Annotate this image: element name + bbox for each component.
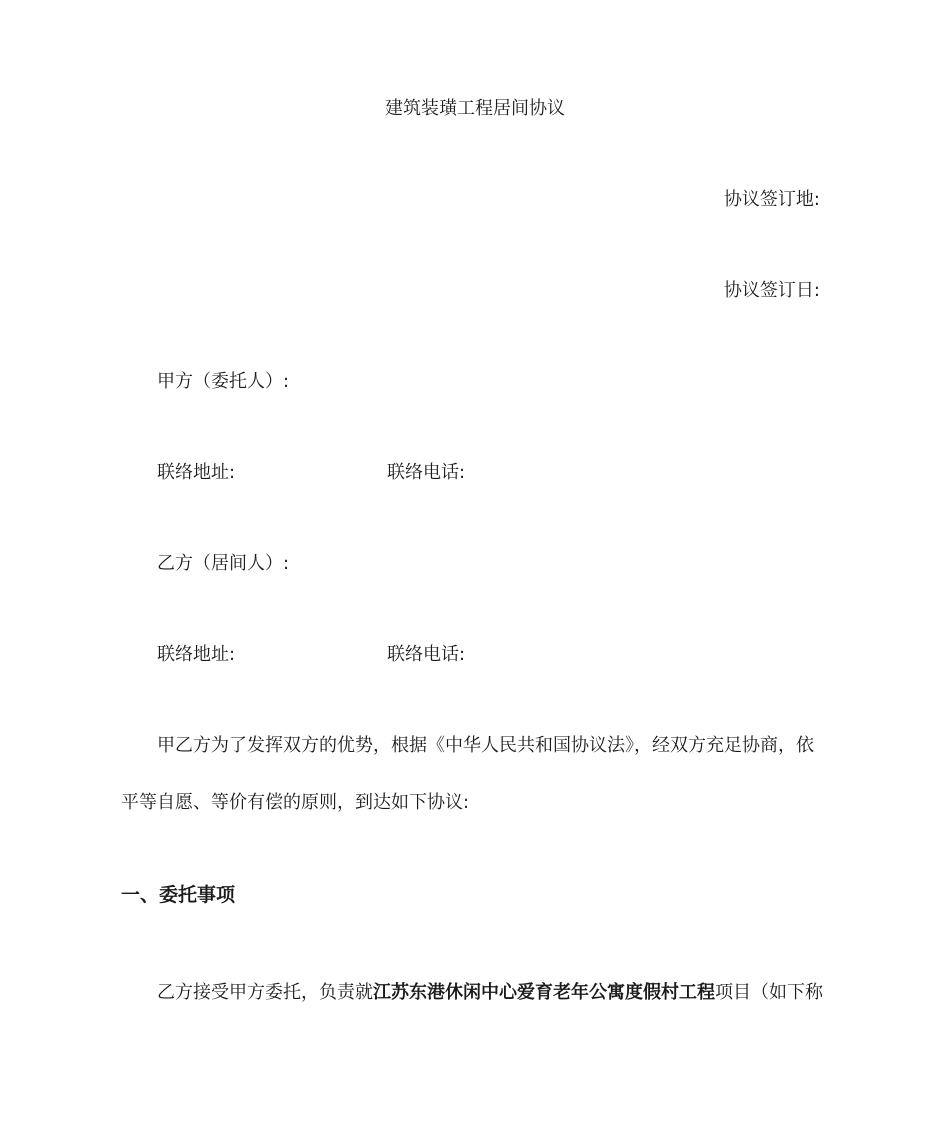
section-1-project-name: 江苏东港休闲中心爱育老年公寓度假村工程 xyxy=(373,982,715,1003)
sign-place-label: 协议签订地: xyxy=(723,189,820,210)
document-title: 建筑装璜工程居间协议 xyxy=(385,98,565,119)
preamble-line-2: 平等自愿、等价有偿的原则，到达如下协议: xyxy=(121,792,470,813)
party-a-label: 甲方（委托人）: xyxy=(157,371,290,392)
sign-date-label: 协议签订日: xyxy=(723,280,820,301)
party-b-label: 乙方（居间人）: xyxy=(157,553,290,574)
preamble-line-1: 甲乙方为了发挥双方的优势，根据《中华人民共和国协议法》，经双方充足协商，依 xyxy=(157,735,814,756)
party-b-phone-label: 联络电话: xyxy=(387,644,466,665)
party-a-address-label: 联络地址: xyxy=(157,462,236,483)
section-1-text-prefix: 乙方接受甲方委托，负责就 xyxy=(157,982,373,1003)
party-b-address-label: 联络地址: xyxy=(157,644,236,665)
section-1-text-suffix: 项目（如下称 xyxy=(715,982,823,1003)
party-a-phone-label: 联络电话: xyxy=(387,462,466,483)
section-1-paragraph xyxy=(157,981,823,1005)
section-1-heading: 一、委托事项 xyxy=(121,884,236,906)
